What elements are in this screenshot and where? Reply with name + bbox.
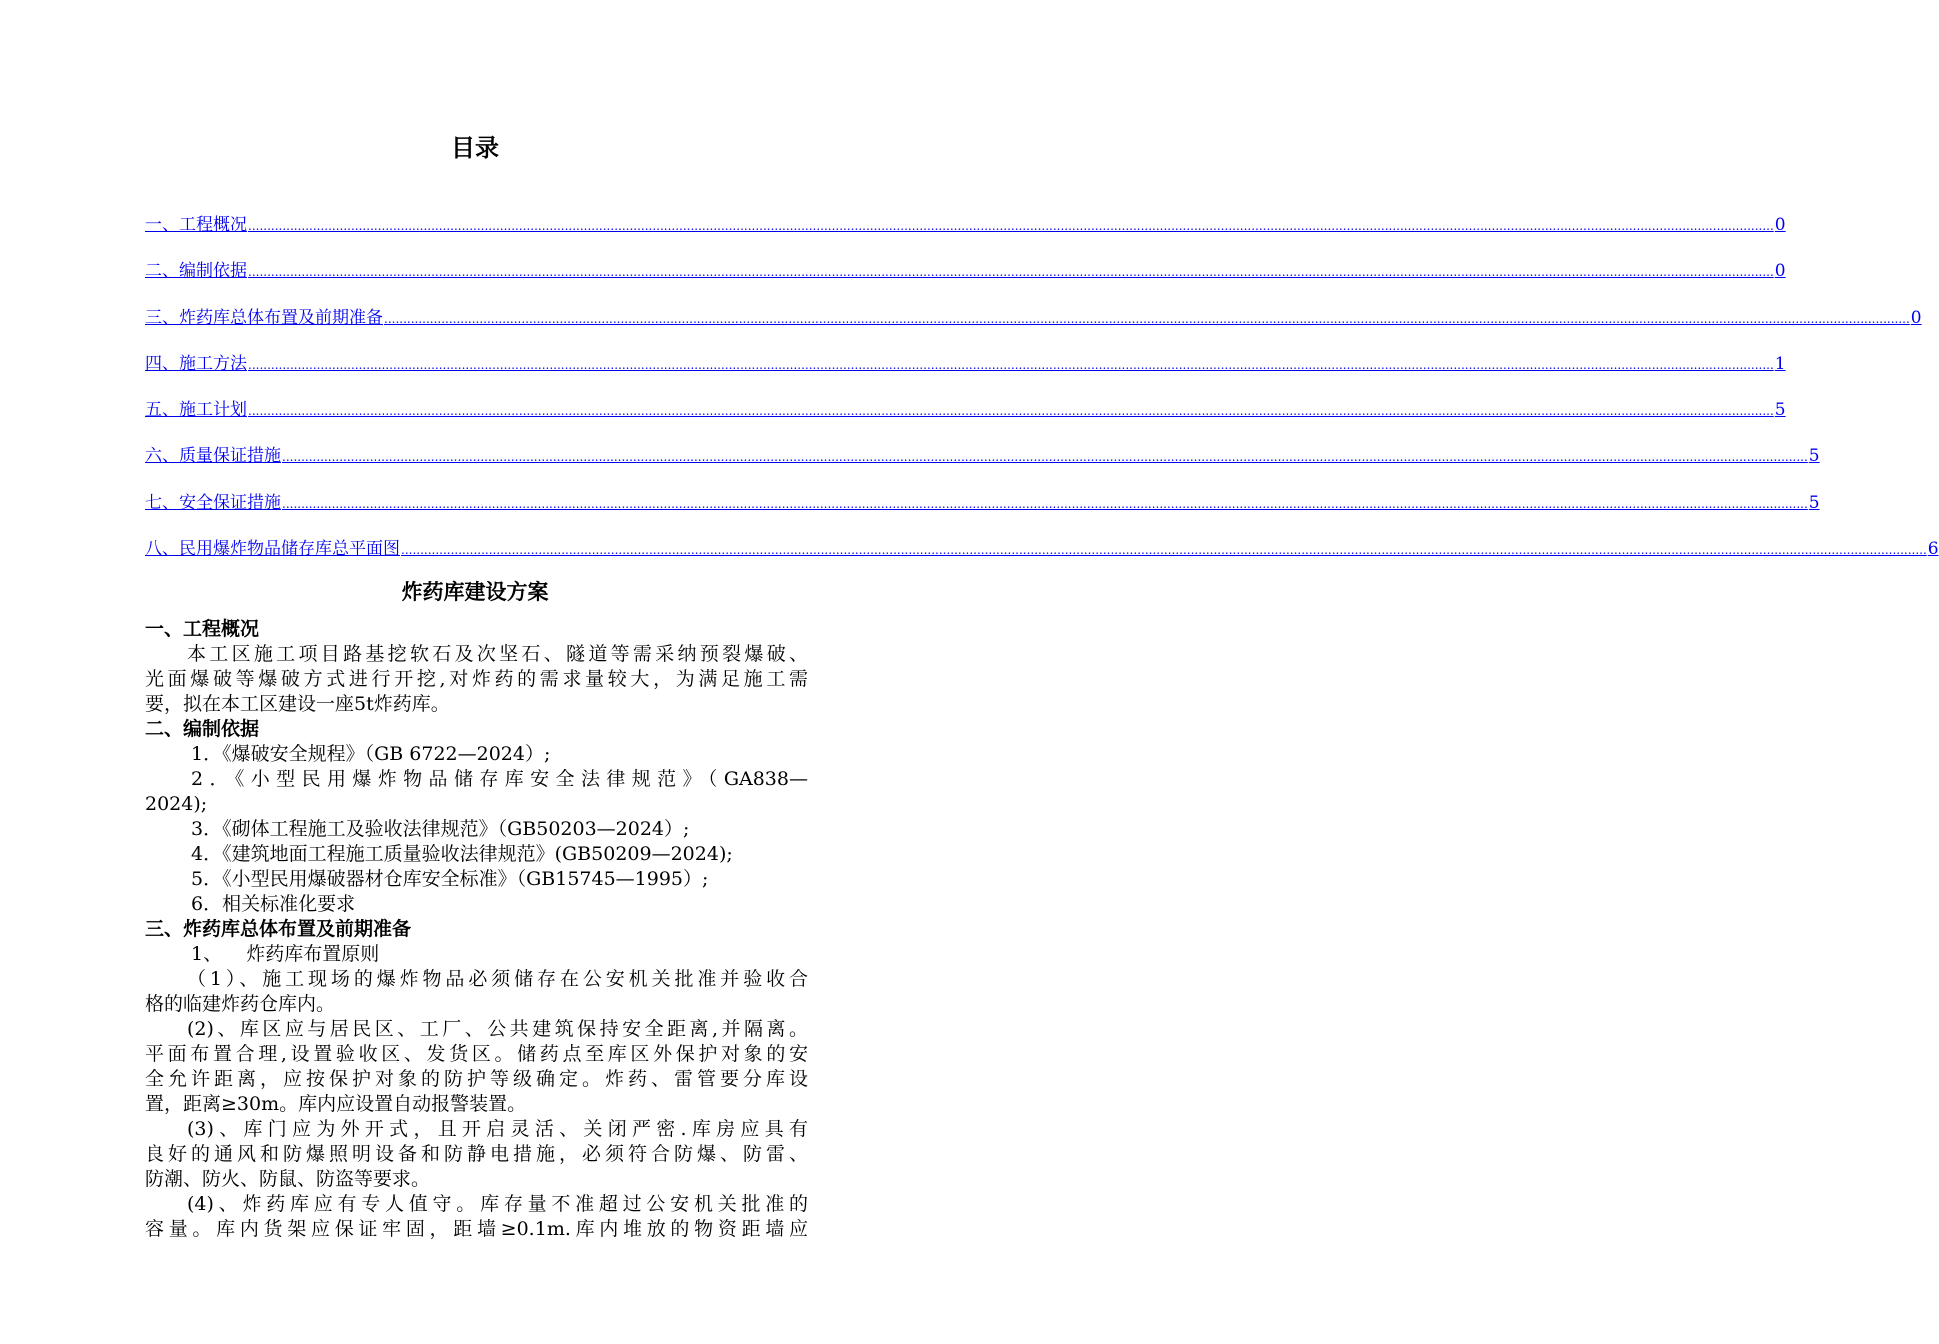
paragraph-line: 要，拟在本工区建设一座5t炸药库。 [145,693,450,715]
paragraph-line: (2)、库区应与居民区、工厂、公共建筑保持安全距离,并隔离。 [187,1018,808,1040]
toc-dot-leader: ................................................................................................................................................................................................................................................................................................................................................................................................................ [248,219,1774,233]
toc-entry-title: 施工计划 [179,400,247,421]
paragraph-line: 置，距离≥30m。库内应设置自动报警装置。 [145,1093,527,1115]
paragraph-line: 光面爆破等爆破方式进行开挖,对炸药的需求量较大，为满足施工需 [145,668,808,690]
paragraph-line: (3)、库门应为外开式，且开启灵活、关闭严密.库房应具有 [187,1118,808,1140]
toc-entry-number: 二、 [145,261,179,282]
toc-entry-page: 5 [1808,446,1820,467]
toc-entry-6[interactable] [145,441,1820,487]
toc-entry-title: 施工方法 [179,353,247,374]
toc-dot-leader: ................................................................................................................................................................................................................................................................................................................................................................................................................ [401,543,1927,558]
basis-item: 1．《爆破安全规程》（GB 6722—2024）; [191,743,551,765]
toc-entry-page: 5 [1808,492,1820,513]
section-heading-basis: 二、编制依据 [145,718,260,740]
paragraph-line: 平面布置合理,设置验收区、发货区。储药点至库区外保护对象的安 [145,1043,808,1065]
paragraph-line: (4)、炸药库应有专人值守。库存量不准超过公安机关批准的 [187,1193,808,1215]
toc-entry-page: 0 [1774,261,1786,282]
paragraph-line: 防潮、防火、防鼠、防盗等要求。 [145,1168,431,1190]
toc-entry-number: 七、 [145,492,179,513]
toc-entry-title: 质量保证措施 [179,446,281,467]
basis-item: 6．相关标准化要求 [191,893,356,915]
basis-item: 2024); [145,793,208,815]
toc-entry-title: 安全保证措施 [179,492,281,513]
toc-entry-page: 6 [1927,539,1939,560]
toc-dot-leader: ................................................................................................................................................................................................................................................................................................................................................................................................................ [384,311,1910,326]
toc-entry-page: 1 [1774,353,1786,374]
toc-dot-leader: ................................................................................................................................................................................................................................................................................................................................................................................................................ [248,357,1774,372]
toc-entry-number: 四、 [145,353,179,374]
toc-entry-8[interactable] [145,534,1939,580]
toc-dot-leader: ................................................................................................................................................................................................................................................................................................................................................................................................................ [282,450,1808,465]
toc-entry-number: 六、 [145,446,179,467]
section-heading-overview: 一、工程概况 [145,618,260,640]
section-heading-layout: 三、炸药库总体布置及前期准备 [145,918,412,940]
toc-dot-leader: ................................................................................................................................................................................................................................................................................................................................................................................................................ [248,404,1774,419]
toc-entry-title: 炸药库总体布置及前期准备 [179,307,383,328]
document-body [145,617,808,1242]
paragraph-line: 容量。库内货架应保证牢固，距墙≥0.1m.库内堆放的物资距墙应 [145,1218,808,1240]
toc-entry-title: 编制依据 [179,261,247,282]
toc-entry-page: 0 [1774,215,1786,235]
subsection-heading: 1、 炸药库布置原则 [191,943,380,965]
toc-entry-number: 三、 [145,307,179,328]
paragraph-line: 格的临建炸药仓库内。 [145,993,336,1015]
toc-entry-number: 五、 [145,400,179,421]
toc-dot-leader: ................................................................................................................................................................................................................................................................................................................................................................................................................ [282,496,1808,511]
paragraph-line: 良好的通风和防爆照明设备和防静电措施，必须符合防爆、防雷、 [145,1143,808,1165]
basis-item: 3．《砌体工程施工及验收法律规范》（GB50203—2024）; [191,818,690,840]
table-of-contents [145,210,1939,580]
toc-entry-title: 民用爆炸物品储存库总平面图 [179,539,400,560]
toc-title: 目录 [451,134,499,162]
paragraph-line: 全允许距离，应按保护对象的防护等级确定。炸药、雷管要分库设 [145,1068,808,1090]
toc-entry-number: 一、 [145,215,179,235]
toc-entry-number: 八、 [145,539,179,560]
toc-entry-page: 5 [1774,400,1786,421]
basis-item: 5．《小型民用爆破器材仓库安全标准》（GB15745—1995）; [191,868,709,890]
toc-entry-4[interactable] [145,349,1786,395]
basis-item: 4．《建筑地面工程施工质量验收法律规范》(GB50209—2024); [191,843,733,865]
toc-entry-title: 工程概况 [179,215,247,235]
basis-item: 2．《小型民用爆炸物品储存库安全法律规范》（GA838— [191,768,808,790]
toc-entry-3[interactable] [145,303,1922,349]
toc-dot-leader: ................................................................................................................................................................................................................................................................................................................................................................................................................ [248,265,1774,280]
toc-entry-page: 0 [1910,307,1922,328]
document-title: 炸药库建设方案 [401,580,549,604]
paragraph-line: （1）、施工现场的爆炸物品必须储存在公安机关批准并验收合 [187,968,808,990]
paragraph-line: 本工区施工项目路基挖软石及次坚石、隧道等需采纳预裂爆破、 [187,643,808,665]
toc-entry-2[interactable] [145,256,1786,302]
toc-entry-1[interactable] [145,210,1786,256]
toc-entry-5[interactable] [145,395,1786,441]
toc-entry-7[interactable] [145,488,1820,534]
